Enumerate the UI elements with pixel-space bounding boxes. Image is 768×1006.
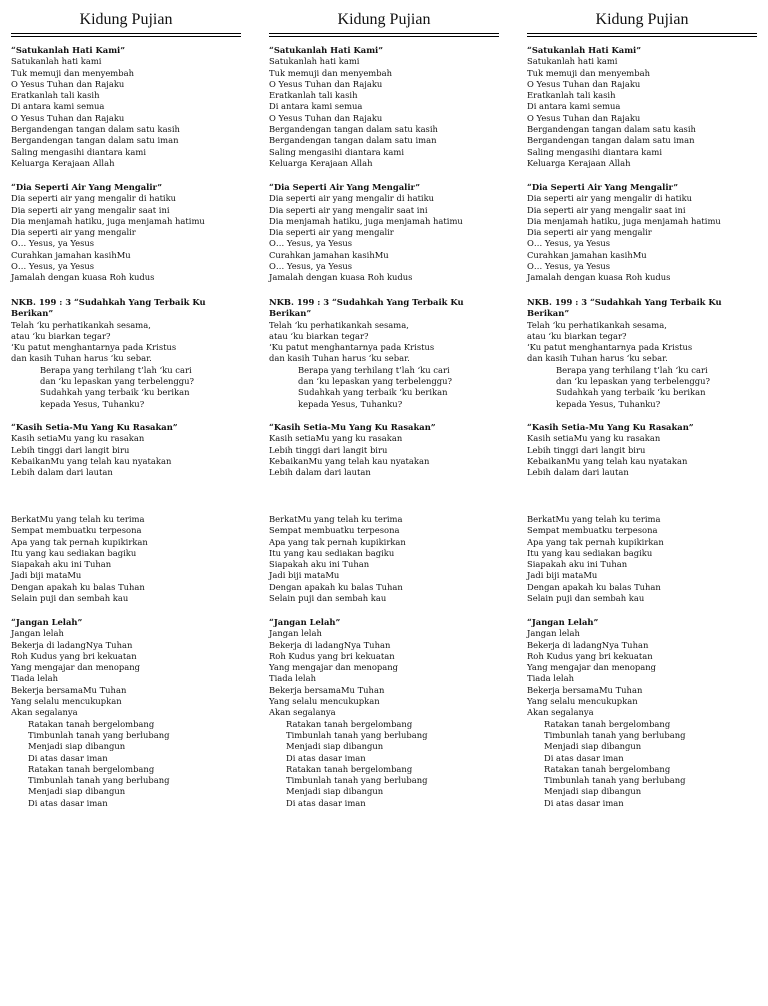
song-line: Eratkanlah tali kasih	[11, 90, 100, 101]
song-line: Yang mengajar dan menopang	[11, 662, 141, 673]
song-line: Lebih tinggi dari langit biru	[11, 444, 130, 455]
song-line: Dia menjamah hatiku, juga menjamah hatimu	[11, 215, 205, 226]
song-line: BerkatMu yang telah ku terima	[269, 514, 403, 524]
song-line: Lebih tinggi dari langit biru	[269, 444, 388, 455]
song-line: Curahkan jamahan kasihMu	[527, 249, 647, 260]
song-line: Yang mengajar dan menopang	[269, 662, 399, 673]
song-line-indented: Berapa yang terhilang t’lah ‘ku cari	[40, 364, 192, 375]
song-line-indented: Sudahkah yang terbaik ‘ku berikan	[298, 387, 448, 398]
song-line: Itu yang kau sediakan bagiku	[269, 547, 395, 558]
song-heading: “Dia Seperti Air Yang Mengalir”	[269, 182, 421, 192]
song-line: O Yesus Tuhan dan Rajaku	[11, 112, 125, 123]
song-line-indented: Timbunlah tanah yang berlubang	[544, 775, 686, 786]
song-line: Tuk memuji dan menyembah	[527, 67, 650, 78]
song-line: Di antara kami semua	[527, 101, 621, 112]
song-line: O… Yesus, ya Yesus	[527, 261, 611, 272]
song-line: atau ‘ku biarkan tegar?	[11, 330, 111, 341]
song-section	[269, 45, 438, 169]
song-line: Jangan lelah	[527, 628, 580, 639]
song-heading: “Kasih Setia-Mu Yang Ku Rasakan”	[269, 422, 436, 432]
song-line: Lebih tinggi dari langit biru	[527, 444, 646, 455]
song-heading: NKB. 199 : 3 “Sudahkah Yang Terbaik Ku Berikan”	[527, 297, 722, 319]
song-line: Roh Kudus yang bri kekuatan	[527, 650, 653, 661]
song-line: Selain puji dan sembah kau	[527, 593, 645, 604]
song-line: Dia seperti air yang mengalir saat ini	[11, 204, 170, 215]
song-line-indented: dan ‘ku lepaskan yang terbelenggu?	[556, 376, 711, 387]
song-line: dan kasih Tuhan harus ‘ku sebar.	[527, 353, 668, 364]
song-line: Jamalah dengan kuasa Roh kudus	[11, 272, 155, 283]
song-line: O… Yesus, ya Yesus	[269, 238, 353, 249]
song-line-indented: Berapa yang terhilang t’lah ‘ku cari	[298, 364, 450, 375]
song-heading: “Satukanlah Hati Kami”	[11, 45, 126, 55]
song-line: Lebih dalam dari lautan	[11, 467, 113, 478]
song-heading: “Satukanlah Hati Kami”	[527, 45, 642, 55]
song-line-indented: Menjadi siap dibangun	[544, 741, 642, 752]
song-line: Bergandengan tangan dalam satu iman	[11, 135, 179, 146]
song-line: O… Yesus, ya Yesus	[527, 238, 611, 249]
song-line-indented: Di atas dasar iman	[28, 752, 108, 763]
song-line: BerkatMu yang telah ku terima	[527, 514, 661, 524]
song-heading: NKB. 199 : 3 “Sudahkah Yang Terbaik Ku Berikan”	[269, 297, 464, 319]
song-line-indented: Menjadi siap dibangun	[28, 786, 126, 797]
song-section	[11, 45, 180, 169]
song-line: Tuk memuji dan menyembah	[11, 67, 134, 78]
song-line: Dia seperti air yang mengalir di hatiku	[527, 193, 693, 204]
song-line: Saling mengasihi diantara kami	[527, 146, 662, 157]
song-line: Bergandengan tangan dalam satu kasih	[269, 124, 438, 135]
song-line: Lebih dalam dari lautan	[269, 467, 371, 478]
song-line-indented: Ratakan tanah bergelombang	[544, 763, 671, 774]
song-line: O Yesus Tuhan dan Rajaku	[527, 112, 641, 123]
song-section	[527, 617, 686, 809]
song-line: Lebih dalam dari lautan	[527, 467, 629, 478]
song-heading: “Jangan Lelah”	[269, 617, 341, 627]
song-section	[527, 422, 694, 478]
title-rule-bottom	[269, 36, 499, 37]
song-line: O… Yesus, ya Yesus	[11, 261, 95, 272]
song-line-indented: Sudahkah yang terbaik ‘ku berikan	[40, 387, 190, 398]
song-line: Dia seperti air yang mengalir	[11, 227, 136, 238]
song-line-indented: Di atas dasar iman	[286, 752, 366, 763]
song-line: Dia seperti air yang mengalir di hatiku	[11, 193, 177, 204]
song-line: Itu yang kau sediakan bagiku	[527, 547, 653, 558]
song-line: O Yesus Tuhan dan Rajaku	[11, 78, 125, 89]
song-line: Telah ‘ku perhatikankah sesama,	[527, 319, 667, 330]
song-line: Keluarga Kerajaan Allah	[527, 157, 631, 168]
song-line-indented: Timbunlah tanah yang berlubang	[286, 729, 428, 740]
song-line: Apa yang tak pernah kupikirkan	[269, 536, 406, 547]
title-rule-top	[11, 33, 241, 34]
song-line: KebaikanMu yang telah kau nyatakan	[527, 455, 688, 466]
song-line: Siapakah aku ini Tuhan	[269, 559, 370, 570]
song-line: Saling mengasihi diantara kami	[269, 146, 404, 157]
song-line: Telah ‘ku perhatikankah sesama,	[11, 319, 151, 330]
song-section	[269, 422, 436, 478]
title-rule-bottom	[527, 36, 757, 37]
song-line: Keluarga Kerajaan Allah	[269, 157, 373, 168]
song-line: Curahkan jamahan kasihMu	[269, 249, 389, 260]
page-title: Kidung Pujian	[595, 11, 689, 28]
song-line: Yang selalu mencukupkan	[527, 696, 638, 707]
song-line-indented: Sudahkah yang terbaik ‘ku berikan	[556, 387, 706, 398]
song-line: Roh Kudus yang bri kekuatan	[269, 650, 395, 661]
song-heading: “Satukanlah Hati Kami”	[269, 45, 384, 55]
song-line-indented: Di atas dasar iman	[28, 797, 108, 808]
song-line: ‘Ku patut menghantarnya pada Kristus	[11, 342, 177, 353]
song-line: Siapakah aku ini Tuhan	[11, 559, 112, 570]
song-line: Bergandengan tangan dalam satu iman	[269, 135, 437, 146]
song-line-indented: Menjadi siap dibangun	[544, 786, 642, 797]
song-line: Satukanlah hati kami	[269, 56, 360, 67]
song-line: Itu yang kau sediakan bagiku	[11, 547, 137, 558]
song-line: O Yesus Tuhan dan Rajaku	[269, 78, 383, 89]
song-line: dan kasih Tuhan harus ‘ku sebar.	[269, 353, 410, 364]
song-line: Tiada lelah	[527, 673, 574, 684]
song-line: Yang mengajar dan menopang	[527, 662, 657, 673]
song-line: Satukanlah hati kami	[11, 56, 102, 67]
song-section	[269, 617, 428, 809]
song-line-indented: Di atas dasar iman	[544, 797, 624, 808]
song-line-indented: kepada Yesus, Tuhanku?	[298, 398, 403, 409]
song-line: Bekerja di ladangNya Tuhan	[527, 639, 649, 650]
song-line: Sempat membuatku terpesona	[527, 525, 658, 536]
song-section	[527, 45, 696, 169]
song-line: KebaikanMu yang telah kau nyatakan	[11, 455, 172, 466]
song-line-indented: dan ‘ku lepaskan yang terbelenggu?	[40, 376, 195, 387]
song-section	[11, 182, 205, 284]
song-line: Apa yang tak pernah kupikirkan	[527, 536, 664, 547]
song-line: Bergandengan tangan dalam satu kasih	[11, 124, 180, 135]
song-line: Akan segalanya	[527, 707, 594, 718]
song-line: Dia menjamah hatiku, juga menjamah hatimu	[527, 215, 721, 226]
song-line: Kasih setiaMu yang ku rasakan	[527, 433, 661, 444]
song-line-indented: Menjadi siap dibangun	[28, 741, 126, 752]
song-heading: “Jangan Lelah”	[527, 617, 599, 627]
song-line: Bekerja di ladangNya Tuhan	[11, 639, 133, 650]
song-line-indented: Timbunlah tanah yang berlubang	[28, 729, 170, 740]
song-line: dan kasih Tuhan harus ‘ku sebar.	[11, 353, 152, 364]
song-line: Apa yang tak pernah kupikirkan	[11, 536, 148, 547]
song-section	[527, 514, 664, 604]
song-line: Dia seperti air yang mengalir	[527, 227, 652, 238]
song-line: Tuk memuji dan menyembah	[269, 67, 392, 78]
song-heading: “Kasih Setia-Mu Yang Ku Rasakan”	[11, 422, 178, 432]
song-line: Jamalah dengan kuasa Roh kudus	[269, 272, 413, 283]
song-line: Yang selalu mencukupkan	[269, 696, 380, 707]
song-line: Jadi biji mataMu	[527, 570, 598, 581]
song-column-2	[269, 10, 499, 808]
song-section	[527, 297, 752, 410]
song-line: Bekerja bersamaMu Tuhan	[269, 684, 385, 695]
song-line-indented: Ratakan tanah bergelombang	[28, 718, 155, 729]
song-line: Dia seperti air yang mengalir saat ini	[527, 204, 686, 215]
song-line: Kasih setiaMu yang ku rasakan	[11, 433, 145, 444]
song-section	[11, 422, 178, 478]
song-line: Kasih setiaMu yang ku rasakan	[269, 433, 403, 444]
song-line: Dia seperti air yang mengalir saat ini	[269, 204, 428, 215]
song-line: Sempat membuatku terpesona	[11, 525, 142, 536]
song-line: Bekerja di ladangNya Tuhan	[269, 639, 391, 650]
song-line: KebaikanMu yang telah kau nyatakan	[269, 455, 430, 466]
song-line: Tiada lelah	[269, 673, 316, 684]
song-line: Bekerja bersamaMu Tuhan	[527, 684, 643, 695]
song-line-indented: kepada Yesus, Tuhanku?	[556, 398, 661, 409]
song-line: Satukanlah hati kami	[527, 56, 618, 67]
song-line-indented: Di atas dasar iman	[544, 752, 624, 763]
song-line-indented: Timbunlah tanah yang berlubang	[544, 729, 686, 740]
song-section	[269, 182, 463, 284]
song-line: Jangan lelah	[269, 628, 322, 639]
song-line: Di antara kami semua	[269, 101, 363, 112]
song-line-indented: Di atas dasar iman	[286, 797, 366, 808]
song-line: O Yesus Tuhan dan Rajaku	[527, 78, 641, 89]
song-heading: “Dia Seperti Air Yang Mengalir”	[11, 182, 163, 192]
song-line-indented: Menjadi siap dibangun	[286, 786, 384, 797]
song-line-indented: Ratakan tanah bergelombang	[28, 763, 155, 774]
song-line: Siapakah aku ini Tuhan	[527, 559, 628, 570]
song-line: ‘Ku patut menghantarnya pada Kristus	[269, 342, 435, 353]
title-rule-top	[527, 33, 757, 34]
song-line: Jangan lelah	[11, 628, 64, 639]
song-line-indented: Ratakan tanah bergelombang	[286, 718, 413, 729]
song-section	[269, 514, 406, 604]
song-line-indented: Berapa yang terhilang t’lah ‘ku cari	[556, 364, 708, 375]
song-column-1	[11, 10, 241, 808]
song-line: atau ‘ku biarkan tegar?	[527, 330, 627, 341]
song-line: Bekerja bersamaMu Tuhan	[11, 684, 127, 695]
song-line: Eratkanlah tali kasih	[269, 90, 358, 101]
song-line: Dengan apakah ku balas Tuhan	[527, 581, 661, 592]
song-line-indented: kepada Yesus, Tuhanku?	[40, 398, 145, 409]
song-section	[11, 297, 236, 410]
song-section	[269, 297, 494, 410]
song-line-indented: Menjadi siap dibangun	[286, 741, 384, 752]
song-line: BerkatMu yang telah ku terima	[11, 514, 145, 524]
song-line: Telah ‘ku perhatikankah sesama,	[269, 319, 409, 330]
song-line: Jamalah dengan kuasa Roh kudus	[527, 272, 671, 283]
song-line: Curahkan jamahan kasihMu	[11, 249, 131, 260]
song-line: Keluarga Kerajaan Allah	[11, 157, 115, 168]
song-section	[11, 514, 148, 604]
song-heading: “Dia Seperti Air Yang Mengalir”	[527, 182, 679, 192]
song-line: ‘Ku patut menghantarnya pada Kristus	[527, 342, 693, 353]
song-line: Jadi biji mataMu	[269, 570, 340, 581]
song-column-3	[527, 10, 757, 808]
song-line: Dia menjamah hatiku, juga menjamah hatimu	[269, 215, 463, 226]
song-heading: “Jangan Lelah”	[11, 617, 83, 627]
song-line: Roh Kudus yang bri kekuatan	[11, 650, 137, 661]
song-line-indented: Timbunlah tanah yang berlubang	[286, 775, 428, 786]
song-line-indented: dan ‘ku lepaskan yang terbelenggu?	[298, 376, 453, 387]
song-line: Dengan apakah ku balas Tuhan	[269, 581, 403, 592]
song-line: Yang selalu mencukupkan	[11, 696, 122, 707]
song-line: Tiada lelah	[11, 673, 58, 684]
song-line: Dia seperti air yang mengalir di hatiku	[269, 193, 435, 204]
title-rule-top	[269, 33, 499, 34]
song-section	[11, 617, 170, 809]
song-heading: “Kasih Setia-Mu Yang Ku Rasakan”	[527, 422, 694, 432]
song-line: O Yesus Tuhan dan Rajaku	[269, 112, 383, 123]
song-line: Bergandengan tangan dalam satu iman	[527, 135, 695, 146]
song-line-indented: Ratakan tanah bergelombang	[286, 763, 413, 774]
song-line: atau ‘ku biarkan tegar?	[269, 330, 369, 341]
song-line: Bergandengan tangan dalam satu kasih	[527, 124, 696, 135]
song-line: Akan segalanya	[11, 707, 78, 718]
song-line: Di antara kami semua	[11, 101, 105, 112]
song-line: O… Yesus, ya Yesus	[269, 261, 353, 272]
song-line: Saling mengasihi diantara kami	[11, 146, 146, 157]
title-rule-bottom	[11, 36, 241, 37]
song-line-indented: Ratakan tanah bergelombang	[544, 718, 671, 729]
page-title: Kidung Pujian	[79, 11, 173, 28]
song-line: Jadi biji mataMu	[11, 570, 82, 581]
song-line: Eratkanlah tali kasih	[527, 90, 616, 101]
song-section	[527, 182, 721, 284]
song-line: Dia seperti air yang mengalir	[269, 227, 394, 238]
song-line-indented: Timbunlah tanah yang berlubang	[28, 775, 170, 786]
song-line: O… Yesus, ya Yesus	[11, 238, 95, 249]
song-heading: NKB. 199 : 3 “Sudahkah Yang Terbaik Ku Berikan”	[11, 297, 206, 319]
song-line: Selain puji dan sembah kau	[11, 593, 129, 604]
page-title: Kidung Pujian	[337, 11, 431, 28]
song-line: Dengan apakah ku balas Tuhan	[11, 581, 145, 592]
song-line: Akan segalanya	[269, 707, 336, 718]
song-line: Sempat membuatku terpesona	[269, 525, 400, 536]
song-line: Selain puji dan sembah kau	[269, 593, 387, 604]
